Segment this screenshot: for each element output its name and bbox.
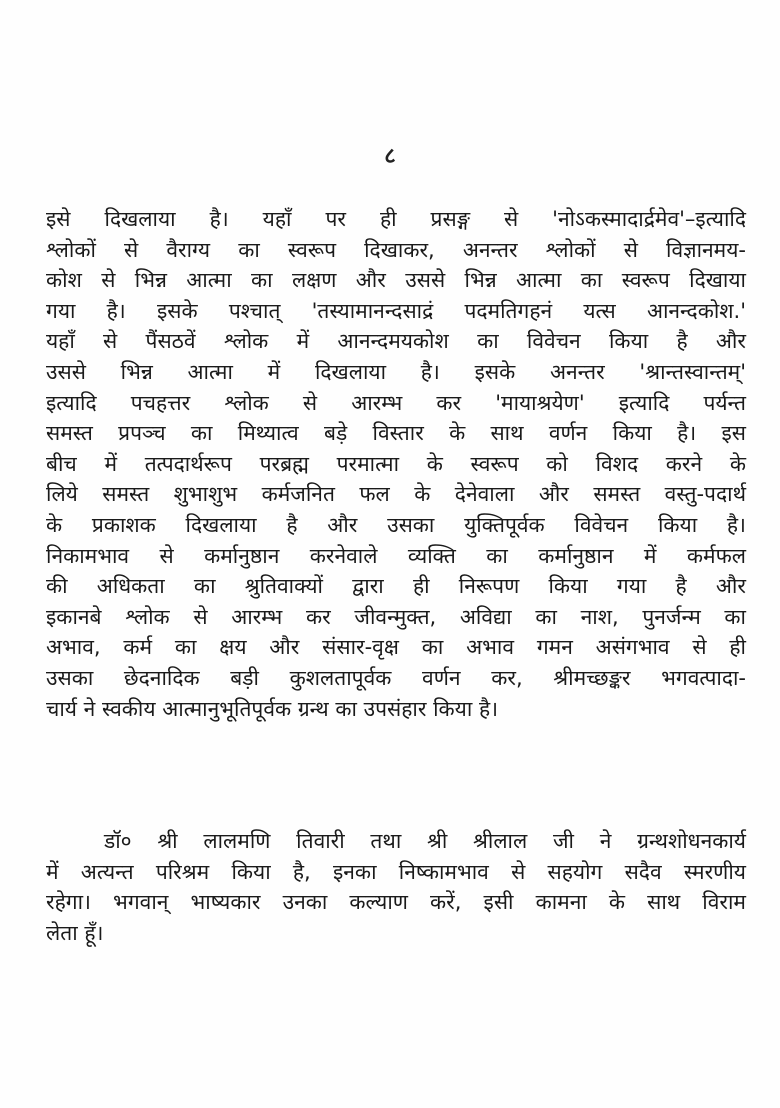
- text-line: यहाँ से पैंसठवें श्लोक में आनन्दमयकोश का विवेचन किया है और: [46, 329, 746, 354]
- text-line: इसे दिखलाया है। यहाँ पर ही प्रसङ्ग से 'नोऽकस्मादार्द्रमेव'–इत्यादि: [46, 207, 746, 231]
- text-line: अभाव, कर्म का क्षय और संसार-वृक्ष का अभाव गमन असंगभाव से ही: [46, 635, 746, 660]
- text-line: उसका छेदनादिक बड़ी कुशलतापूर्वक वर्णन कर, श्रीमच्छङ्कर भगवत्पादा-: [46, 665, 746, 690]
- text-line: की अधिकता का श्रुतिवाक्यों द्वारा ही निरूपण किया गया है और: [46, 574, 746, 599]
- text-line: उससे भिन्न आत्मा में दिखलाया है। इसके अनन्तर 'श्रान्तस्वान्तम्': [46, 359, 746, 384]
- text-line: के प्रकाशक दिखलाया है और उसका युक्तिपूर्वक विवेचन किया है।: [46, 512, 746, 537]
- text-line: डॉ० श्री लालमणि तिवारी तथा श्री श्रीलाल जी ने ग्रन्थशोधनकार्य: [104, 829, 746, 853]
- text-line: रहेगा। भगवान् भाष्यकार उनका कल्याण करें, इसी कामना के साथ विराम: [46, 890, 746, 915]
- text-line: बीच में तत्पदार्थरूप परब्रह्म परमात्मा के स्वरूप को विशद करने के: [46, 451, 746, 476]
- text-line: लेता हूँ।: [46, 920, 104, 945]
- text-line: लिये समस्त शुभाशुभ कर्मजनित फल के देनेवाला और समस्त वस्तु-पदार्थ: [46, 482, 746, 507]
- text-line: कोश से भिन्न आत्मा का लक्षण और उससे भिन्न आत्मा का स्वरूप दिखाया: [46, 268, 746, 293]
- text-line: में अत्यन्त परिश्रम किया है, इनका निष्कामभाव से सहयोग सदैव स्मरणीय: [46, 859, 746, 884]
- text-line: चार्य ने स्वकीय आत्मानुभूतिपूर्वक ग्रन्थ का उपसंहार किया है।: [46, 696, 499, 721]
- text-line: गया है। इसके पश्चात् 'तस्यामानन्दसाद्रं पदमतिगहनं यत्स आनन्दकोश.': [46, 298, 746, 323]
- paragraph-1: [46, 204, 746, 724]
- text-line: श्लोकों से वैराग्य का स्वरूप दिखाकर, अनन्तर श्लोकों से विज्ञानमय-: [46, 237, 746, 262]
- text-line: इकानबे श्लोक से आरम्भ कर जीवन्मुक्त, अविद्या का नाश, पुनर्जन्म का: [46, 604, 746, 629]
- page-number: ८: [384, 144, 396, 169]
- text-line: इत्यादि पचहत्तर श्लोक से आरम्भ कर 'मायाश्रयेण' इत्यादि पर्यन्त: [46, 390, 746, 415]
- text-line: निकामभाव से कर्मानुष्ठान करनेवाले व्यक्ति का कर्मानुष्ठान में कर्मफल: [46, 543, 746, 568]
- paragraph-2: [46, 826, 746, 948]
- text-line: समस्त प्रपञ्च का मिथ्यात्व बड़े विस्तार के साथ वर्णन किया है। इस: [46, 421, 746, 446]
